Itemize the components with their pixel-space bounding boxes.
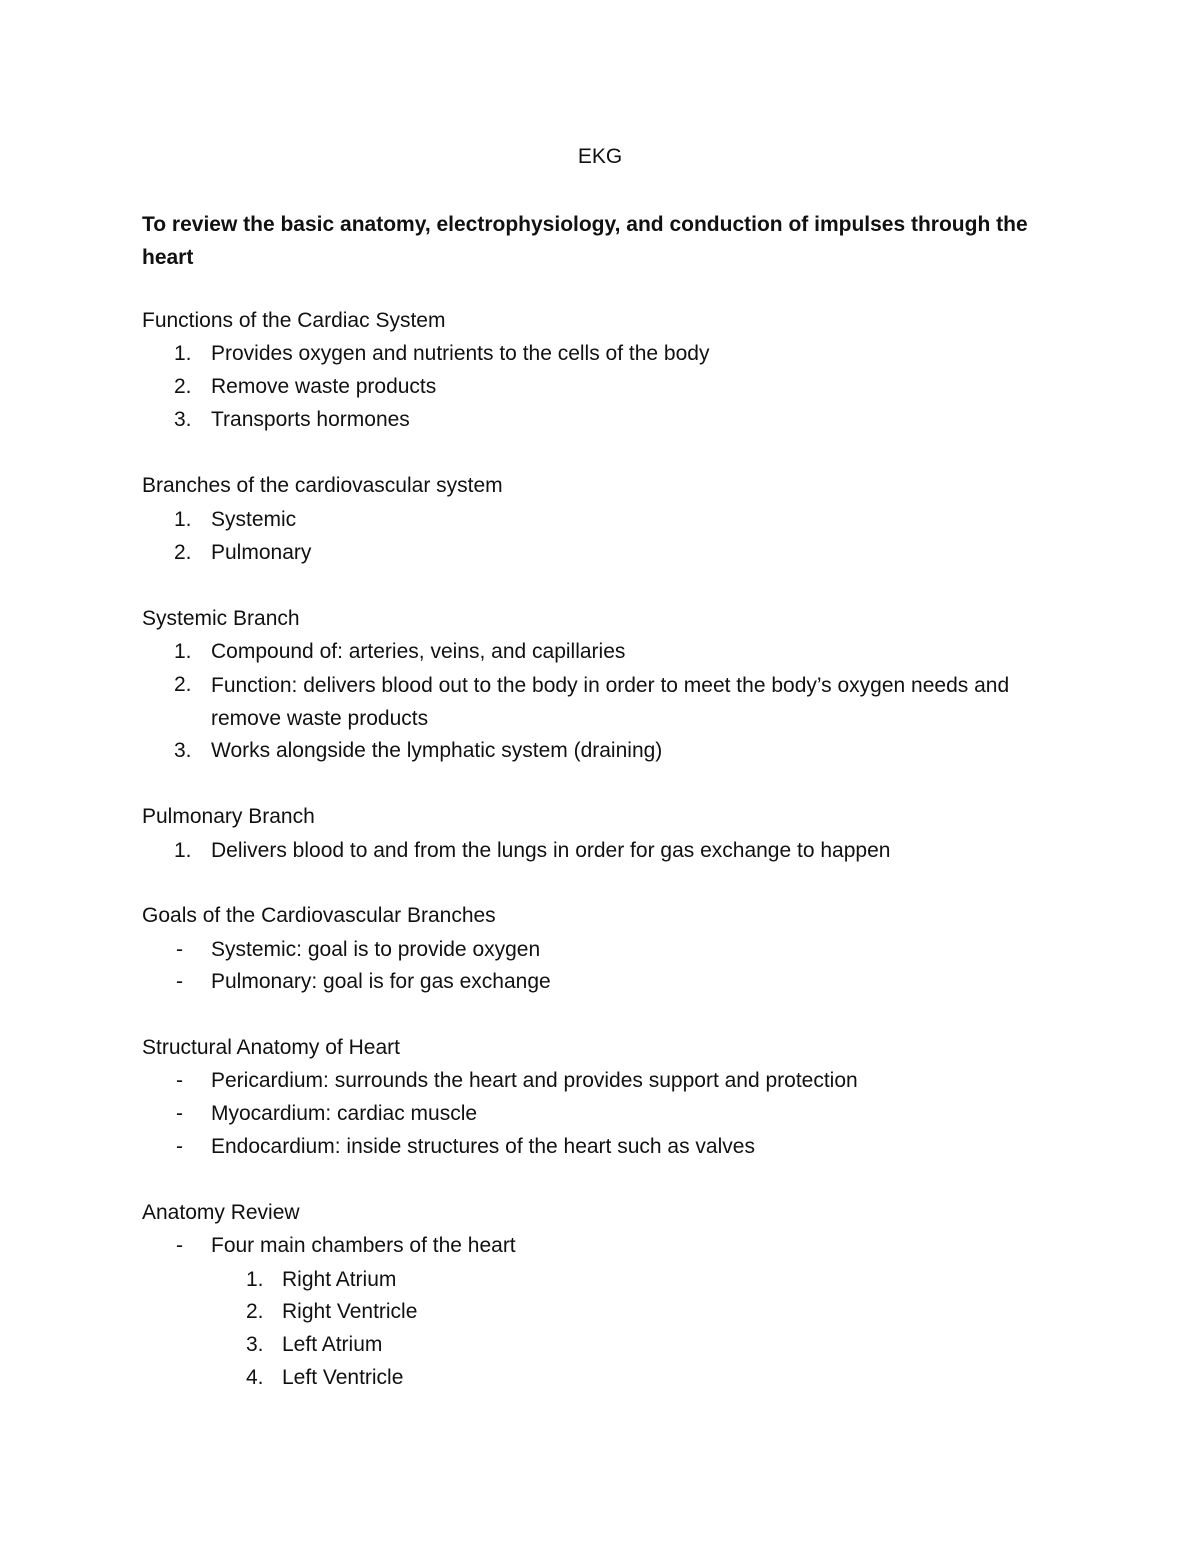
list-item-text: Transports hormones	[211, 408, 410, 431]
list-item-text: Delivers blood to and from the lungs in order for gas exchange to happen	[211, 839, 891, 862]
section-heading-branches: Branches of the cardiovascular system	[142, 474, 503, 497]
objective-statement: To review the basic anatomy, electrophysiology, and conduction of impulses through the heart	[142, 213, 1028, 269]
list-item-text: Four main chambers of the heart	[211, 1234, 516, 1257]
section-heading-anatomy-review: Anatomy Review	[142, 1201, 300, 1224]
list-item-text: Right Atrium	[282, 1268, 397, 1291]
list-marker: -	[176, 970, 183, 993]
list-item-text: Right Ventricle	[282, 1300, 418, 1323]
list-marker: 1.	[246, 1268, 264, 1291]
list-marker: 1.	[174, 342, 192, 365]
list-item-text: Systemic: goal is to provide oxygen	[211, 938, 541, 961]
list-item-text: Compound of: arteries, veins, and capillaries	[211, 640, 626, 663]
list-marker: 2.	[174, 673, 192, 696]
section-heading-functions: Functions of the Cardiac System	[142, 309, 446, 332]
list-marker: -	[176, 1102, 183, 1125]
list-marker: 2.	[174, 375, 192, 398]
list-marker: 1.	[174, 640, 192, 663]
list-item-text: Systemic	[211, 508, 297, 531]
list-marker: -	[176, 1135, 183, 1158]
list-marker: -	[176, 1234, 183, 1257]
list-item-text: Provides oxygen and nutrients to the cells of the body	[211, 342, 710, 365]
list-item-text: Endocardium: inside structures of the heart such as valves	[211, 1135, 755, 1158]
list-item-text: Pulmonary: goal is for gas exchange	[211, 970, 551, 993]
list-item-text: Pulmonary	[211, 541, 312, 564]
list-marker: 1.	[174, 839, 192, 862]
list-marker: -	[176, 1069, 183, 1092]
list-item-text: Left Ventricle	[282, 1366, 404, 1389]
list-marker: 1.	[174, 508, 192, 531]
list-item-text: Works alongside the lymphatic system (draining)	[211, 739, 663, 762]
list-item-text: Function: delivers blood out to the body in order to meet the body’s oxygen needs and remove waste products	[211, 674, 1010, 730]
list-item-text: Left Atrium	[282, 1333, 383, 1356]
list-marker: 3.	[174, 739, 192, 762]
document-title: EKG	[577, 145, 623, 168]
list-marker: 2.	[174, 541, 192, 564]
list-marker: 2.	[246, 1300, 264, 1323]
list-item-text: Remove waste products	[211, 375, 437, 398]
section-heading-goals: Goals of the Cardiovascular Branches	[142, 904, 496, 927]
section-heading-structural-anatomy: Structural Anatomy of Heart	[142, 1036, 400, 1059]
list-marker: -	[176, 938, 183, 961]
section-heading-pulmonary-branch: Pulmonary Branch	[142, 805, 315, 828]
list-item-text: Pericardium: surrounds the heart and provides support and protection	[211, 1069, 858, 1092]
list-marker: 3.	[246, 1333, 264, 1356]
section-heading-systemic-branch: Systemic Branch	[142, 607, 300, 630]
list-marker: 3.	[174, 408, 192, 431]
list-marker: 4.	[246, 1366, 264, 1389]
list-item-text: Myocardium: cardiac muscle	[211, 1102, 478, 1125]
